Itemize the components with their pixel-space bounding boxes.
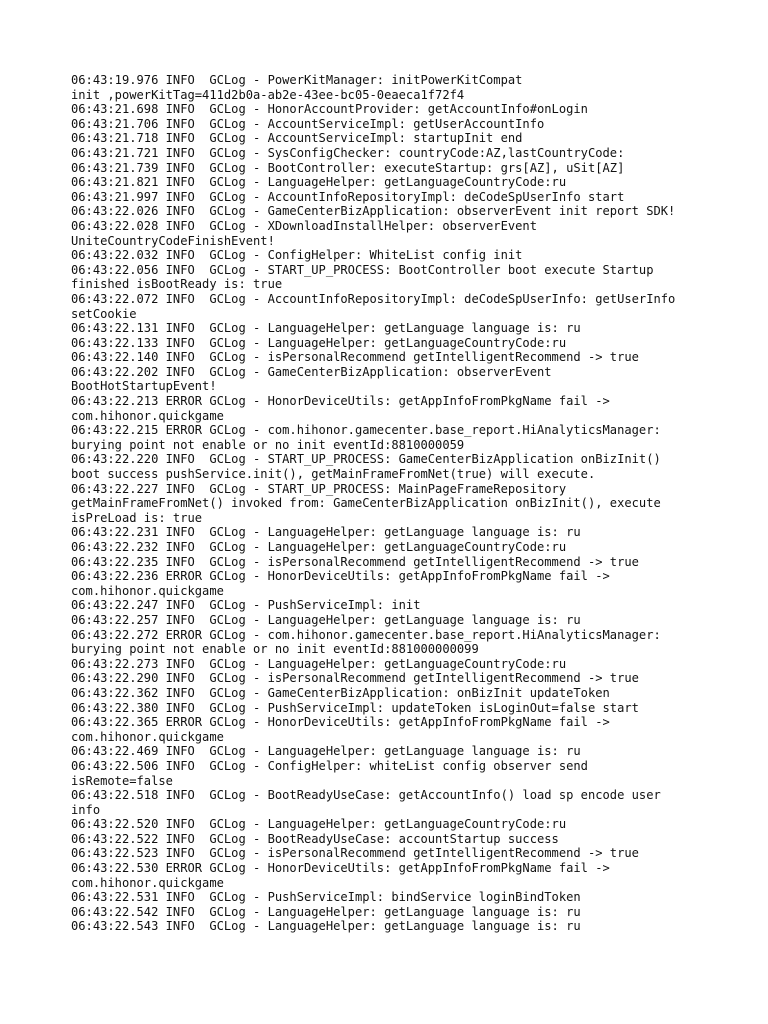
log-line: 06:43:22.542 INFO GCLog - LanguageHelper: getLanguage language is: ru [71,904,581,919]
log-line: 06:43:22.290 INFO GCLog - isPersonalRecommend getIntelligentRecommend -> true [71,671,639,686]
log-line: 06:43:22.215 ERROR GCLog - com.hihonor.gamecenter.base_report.HiAnalyticsManager: [71,423,661,438]
log-line: 06:43:22.530 ERROR GCLog - HonorDeviceUtils: getAppInfoFromPkgName fail -> [71,861,610,876]
log-line: 06:43:22.227 INFO GCLog - START_UP_PROCESS: MainPageFrameRepository [71,481,567,496]
log-text-block [71,73,711,934]
log-line: finished isBootReady is: true [71,277,283,292]
log-line: com.hihonor.quickgame [71,875,224,890]
log-line: 06:43:22.365 ERROR GCLog - HonorDeviceUtils: getAppInfoFromPkgName fail -> [71,715,610,730]
log-line: 06:43:22.236 ERROR GCLog - HonorDeviceUtils: getAppInfoFromPkgName fail -> [71,569,610,584]
log-line: boot success pushService.init(), getMainFrameFromNet(true) will execute. [71,467,596,482]
log-line: 06:43:21.739 INFO GCLog - BootController: executeStartup: grs[AZ], uSit[AZ] [71,160,625,175]
log-line: 06:43:22.543 INFO GCLog - LanguageHelper: getLanguage language is: ru [71,919,581,934]
log-line: 06:43:22.518 INFO GCLog - BootReadyUseCase: getAccountInfo() load sp encode user [71,788,661,803]
log-line: 06:43:22.220 INFO GCLog - START_UP_PROCESS: GameCenterBizApplication onBizInit() [71,452,661,467]
log-line: 06:43:22.026 INFO GCLog - GameCenterBizApplication: observerEvent init report SDK! [71,204,676,219]
log-line: 06:43:22.028 INFO GCLog - XDownloadInstallHelper: observerEvent [71,218,537,233]
log-line: 06:43:21.706 INFO GCLog - AccountServiceImpl: getUserAccountInfo [71,116,545,131]
log-line: burying point not enable or no init eventId:8810000059 [71,437,465,452]
log-line: 06:43:22.232 INFO GCLog - LanguageHelper: getLanguageCountryCode:ru [71,540,567,554]
log-line: 06:43:22.257 INFO GCLog - LanguageHelper: getLanguage language is: ru [71,612,581,627]
log-line: 06:43:22.273 INFO GCLog - LanguageHelper: getLanguageCountryCode:ru [71,656,567,671]
log-line: 06:43:22.213 ERROR GCLog - HonorDeviceUtils: getAppInfoFromPkgName fail -> [71,394,610,409]
log-line: 06:43:22.140 INFO GCLog - isPersonalRecommend getIntelligentRecommend -> true [71,350,639,365]
log-line: 06:43:22.469 INFO GCLog - LanguageHelper: getLanguage language is: ru [71,744,581,759]
log-line: isRemote=false [71,773,173,788]
log-line: 06:43:21.821 INFO GCLog - LanguageHelper: getLanguageCountryCode:ru [71,175,567,190]
log-line: 06:43:22.032 INFO GCLog - ConfigHelper: WhiteList config init [71,248,523,263]
log-line: 06:43:22.202 INFO GCLog - GameCenterBizApplication: observerEvent [71,364,552,379]
log-line: isPreLoad is: true [71,510,203,525]
log-line: 06:43:22.056 INFO GCLog - START_UP_PROCESS: BootController boot execute Startup [71,262,654,277]
log-line: 06:43:22.231 INFO GCLog - LanguageHelper: getLanguage language is: ru [71,525,581,540]
log-line: 06:43:22.522 INFO GCLog - BootReadyUseCase: accountStartup success [71,831,559,846]
log-line: BootHotStartupEvent! [71,379,217,394]
log-line: getMainFrameFromNet() invoked from: GameCenterBizApplication onBizInit(), execute [71,496,661,511]
log-line: 06:43:22.520 INFO GCLog - LanguageHelper: getLanguageCountryCode:ru [71,817,567,832]
log-line: init ,powerKitTag=411d2b0a-ab2e-43ee-bc05-0eaeca1f72f4 [71,87,465,102]
log-line: 06:43:22.362 INFO GCLog - GameCenterBizApplication: onBizInit updateToken [71,685,610,700]
log-line: setCookie [71,306,137,321]
log-line: 06:43:22.072 INFO GCLog - AccountInfoRepositoryImpl: deCodeSpUserInfo: getUserInfo [71,291,676,306]
log-line: 06:43:21.698 INFO GCLog - HonorAccountProvider: getAccountInfo#onLogin [71,102,588,117]
log-line: 06:43:21.721 INFO GCLog - SysConfigChecker: countryCode:AZ,lastCountryCode: [71,145,625,160]
log-line: 06:43:22.272 ERROR GCLog - com.hihonor.gamecenter.base_report.HiAnalyticsManager: [71,627,661,642]
log-line: 06:43:19.976 INFO GCLog - PowerKitManager: initPowerKitCompat [71,73,523,87]
log-line: 06:43:22.247 INFO GCLog - PushServiceImpl: init [71,598,421,613]
log-line: com.hihonor.quickgame [71,408,224,423]
log-line: 06:43:22.531 INFO GCLog - PushServiceImpl: bindService loginBindToken [71,890,581,905]
log-line: 06:43:22.131 INFO GCLog - LanguageHelper: getLanguage language is: ru [71,321,581,336]
log-line: 06:43:22.523 INFO GCLog - isPersonalRecommend getIntelligentRecommend -> true [71,846,639,861]
log-line: 06:43:21.997 INFO GCLog - AccountInfoRepositoryImpl: deCodeSpUserInfo start [71,189,625,204]
log-line: 06:43:22.235 INFO GCLog - isPersonalRecommend getIntelligentRecommend -> true [71,554,639,569]
log-line: UniteCountryCodeFinishEvent! [71,233,275,248]
log-line: com.hihonor.quickgame [71,583,224,598]
log-line: 06:43:22.506 INFO GCLog - ConfigHelper: whiteList config observer send [71,758,588,773]
log-line: 06:43:22.380 INFO GCLog - PushServiceImpl: updateToken isLoginOut=false start [71,700,639,715]
log-line: burying point not enable or no init eventId:881000000099 [71,642,479,657]
log-line: info [71,802,101,817]
log-line: com.hihonor.quickgame [71,729,224,744]
log-line: 06:43:21.718 INFO GCLog - AccountServiceImpl: startupInit end [71,131,523,146]
log-line: 06:43:22.133 INFO GCLog - LanguageHelper: getLanguageCountryCode:ru [71,335,567,350]
